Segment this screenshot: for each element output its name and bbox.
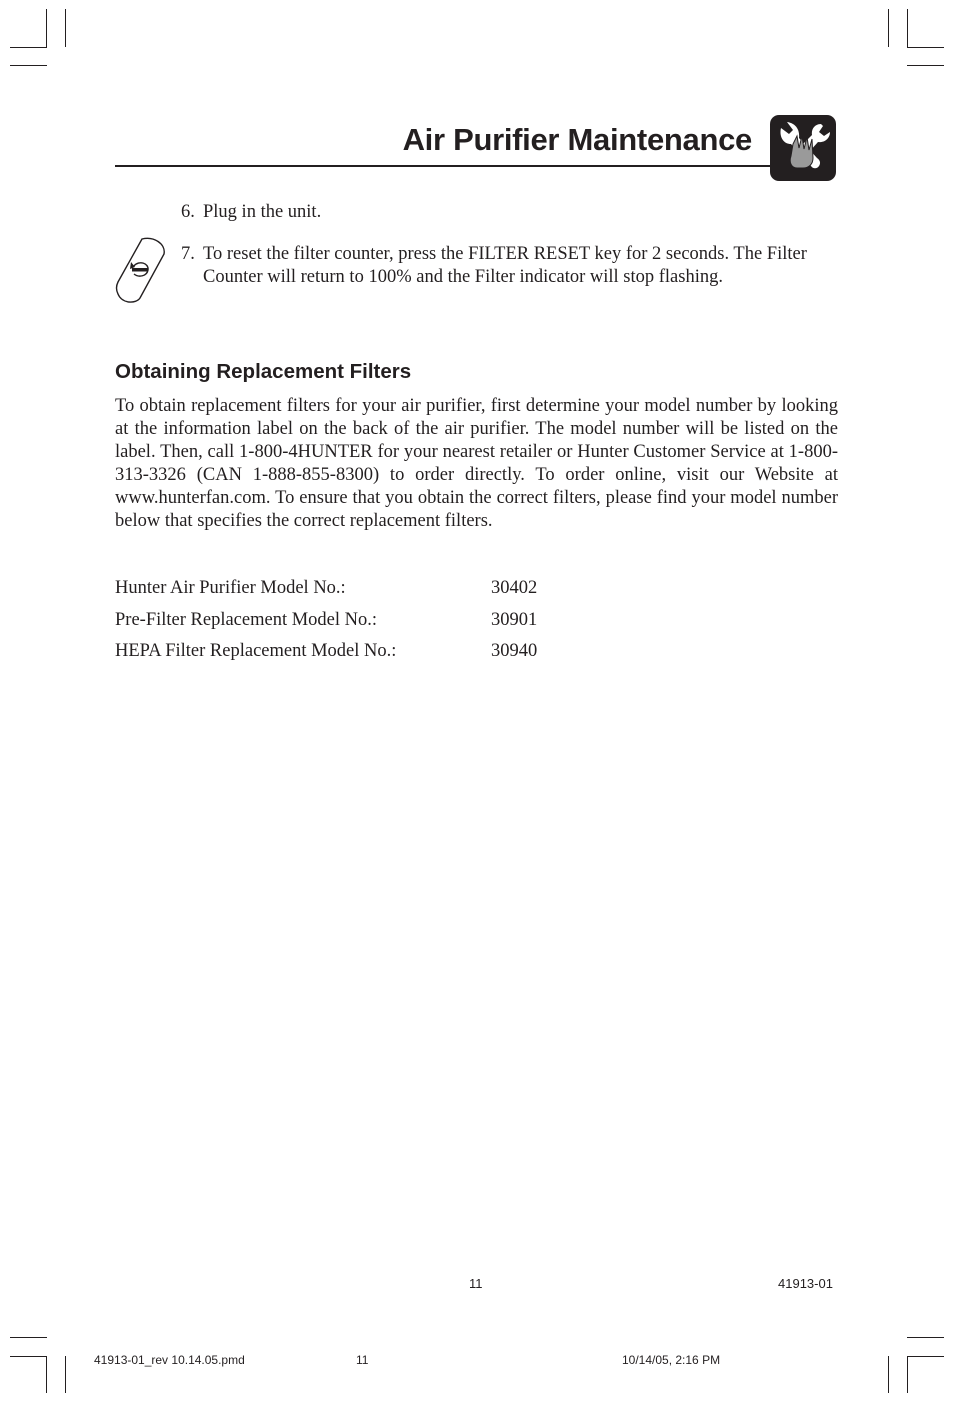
step-number: 6. xyxy=(181,202,195,222)
section-paragraph: To obtain replacement filters for your air purifier, first determine your model number by looking at the information label on the back of the air purifier. The model number will be listed on the label. Then, call 1-800-4HUNTER for your nearest retailer or Hunter Customer Service at 1-800-313-3326 (CAN 1-888-855-8300) to order directly. To order online, visit our Website at www.hunterfan.com. To ensure that you obtain the correct filters, please find your model number below that specifies the correct replacement filters. xyxy=(115,396,838,531)
section-heading: Obtaining Replacement Filters xyxy=(115,360,412,383)
model-row xyxy=(115,578,538,599)
page-title: Air Purifier Maintenance xyxy=(402,122,752,157)
filter-reset-icon xyxy=(112,236,170,304)
crop-mark xyxy=(10,1337,47,1338)
page-number: 11 xyxy=(469,1276,483,1291)
crop-mark xyxy=(907,1356,944,1357)
crop-mark xyxy=(888,1356,889,1393)
model-label: HEPA Filter Replacement Model No.: xyxy=(115,641,397,661)
crop-mark xyxy=(907,9,908,47)
crop-mark xyxy=(907,65,944,66)
step-7 xyxy=(181,243,841,289)
model-label: Pre-Filter Replacement Model No.: xyxy=(115,610,378,630)
step-text: Plug in the unit. xyxy=(203,202,322,222)
crop-mark xyxy=(65,1356,66,1393)
title-rule xyxy=(115,165,775,167)
slug-filename: 41913-01_rev 10.14.05.pmd xyxy=(94,1353,245,1367)
slug-page: 11 xyxy=(356,1353,369,1367)
step-text-line-2: Counter will return to 100% and the Filter indicator will stop flashing. xyxy=(203,267,723,287)
model-label: Hunter Air Purifier Model No.: xyxy=(115,578,346,598)
crop-mark xyxy=(65,9,66,47)
model-value: 30402 xyxy=(491,578,538,598)
crop-mark xyxy=(10,47,47,48)
step-6 xyxy=(181,201,841,224)
model-row xyxy=(115,641,538,662)
step-number: 7. xyxy=(181,244,195,264)
crop-mark xyxy=(907,47,944,48)
model-row xyxy=(115,610,538,631)
crop-mark xyxy=(888,9,889,47)
model-value: 30901 xyxy=(491,610,538,630)
model-value: 30940 xyxy=(491,641,538,661)
document-number: 41913-01 xyxy=(778,1276,833,1291)
crop-mark xyxy=(10,1356,47,1357)
crop-mark xyxy=(10,65,47,66)
crop-mark xyxy=(46,1356,47,1393)
crop-mark xyxy=(907,1337,944,1338)
step-text-line-1: To reset the filter counter, press the FILTER RESET key for 2 seconds. The Filter xyxy=(203,244,807,264)
slug-date: 10/14/05, 2:16 PM xyxy=(622,1353,721,1367)
crop-mark xyxy=(46,9,47,47)
crop-mark xyxy=(907,1356,908,1393)
wrench-hand-icon xyxy=(769,114,837,182)
